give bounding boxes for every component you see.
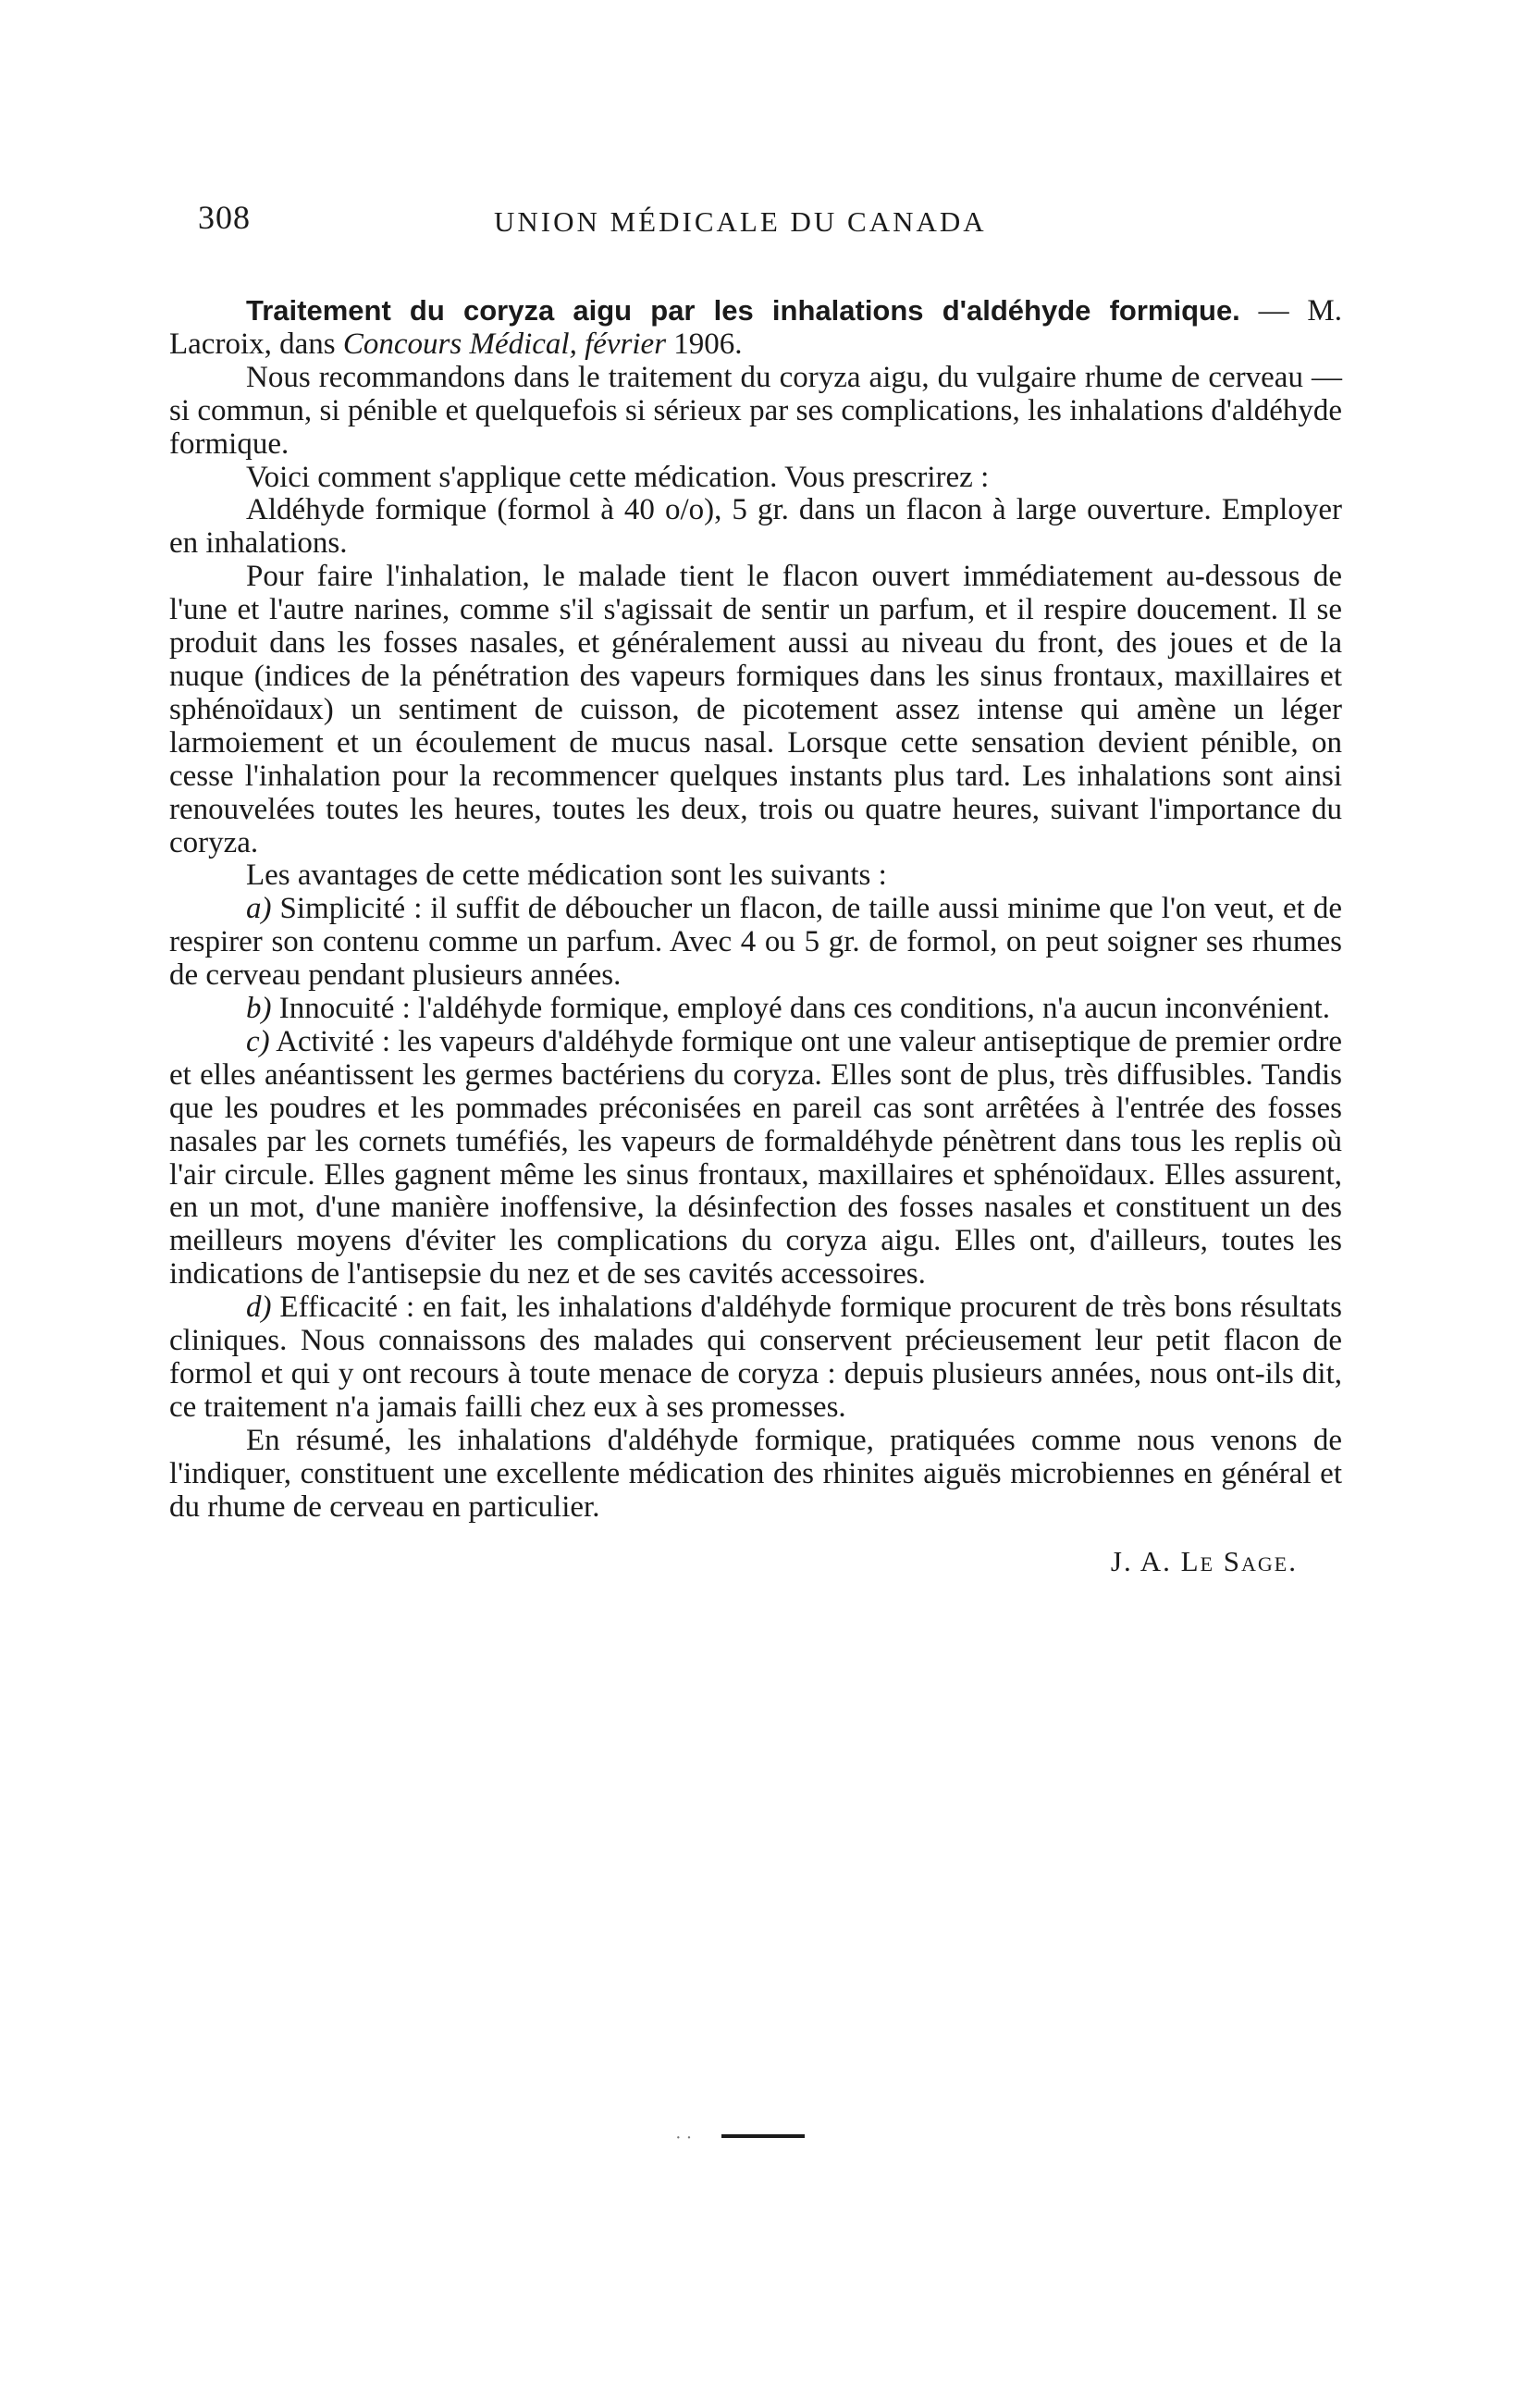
article-byline: — M. Lacroix, dans xyxy=(169,294,1343,361)
list-item xyxy=(169,1026,1342,1291)
article-title: Traitement du coryza aigu par les inhalations d'aldéhyde formique. xyxy=(246,294,1240,327)
item-letter: a) xyxy=(246,892,272,926)
author-signature: J. A. Le Sage. xyxy=(1110,1544,1298,1577)
item-letter: d) xyxy=(246,1291,272,1325)
page-number: 308 xyxy=(198,199,251,236)
paragraph: Voici comment s'applique cette médication. Vous prescrirez : xyxy=(246,460,990,494)
article-body xyxy=(169,294,1342,1577)
list-item xyxy=(169,893,1342,993)
list-item xyxy=(169,1291,1342,1425)
item-text: Innocuité : l'aldéhyde formique, employé dans ces conditions, n'a aucun inconvénient. xyxy=(271,992,1331,1026)
paragraph: Pour faire l'inhalation, le malade tient le flacon ouvert immédiatement au-dessous de l'une et l'autre narines, comme s'il s'agissait de sentir un parfum, et il respire doucement. Il se produit dans les fosses nasales, et généralement aussi au niveau du front, des joues et de la nuque (indices de la pénétration des vapeurs formiques dans les sinus frontaux, maxillaires et sphénoïdaux) un sentiment de cuisson, de picotement assez intense qui amène un léger larmoiement et un écoulement de mucus nasal. Lorsque cette sensation devient pénible, on cesse l'inhalation pour la recommencer quelques instants plus tard. Les inhalations sont ainsi renouvelées toutes les heures, toutes les deux, trois ou quatre heures, suivant l'importance du coryza. xyxy=(169,560,1342,859)
end-rule-divider xyxy=(721,2134,805,2138)
page-header xyxy=(198,198,1345,244)
paragraph: Les avantages de cette médication sont les suivants : xyxy=(246,859,887,893)
article-source: Concours Médical, février xyxy=(342,327,667,361)
paragraph: Aldéhyde formique (formol à 40 o/o), 5 gr. dans un flacon à large ouverture. Employer en inhalations. xyxy=(169,493,1342,561)
item-text: Simplicité : il suffit de déboucher un flacon, de taille aussi minime que l'on veut, et de respirer son contenu comme un parfum. Avec 4 ou 5 gr. de formol, on peut soigner ses rhumes de cerveau pendant plusieurs années. xyxy=(169,892,1342,993)
article-year: 1906. xyxy=(666,327,743,361)
conclusion-paragraph: En résumé, les inhalations d'aldéhyde formique, pratiquées comme nous venons de l'indiquer, constituent une excellente médication des rhinites aiguës microbiennes en général et du rhume de cerveau en particulier. xyxy=(169,1423,1342,1524)
running-title: UNION MÉDICALE DU CANADA xyxy=(494,205,987,238)
article-heading xyxy=(169,294,1342,362)
list-item xyxy=(169,993,1342,1026)
paragraph: Nous recommandons dans le traitement du coryza aigu, du vulgaire rhume de cerveau — si commun, si pénible et quelquefois si sérieux par ses complications, les inhalations d'aldéhyde formique. xyxy=(169,360,1342,461)
item-letter: c) xyxy=(246,1024,270,1058)
end-dots-divider: · · xyxy=(675,2128,693,2148)
item-text: Efficacité : en fait, les inhalations d'aldéhyde formique procurent de très bons résultats cliniques. Nous connaissons des malades qui conservent précieusement leur petit flacon de formol et qui y ont recours à toute menace de coryza : depuis plusieurs années, nous ont-ils dit, ce traitement n'a jamais failli chez eux à ses promesses. xyxy=(169,1291,1342,1424)
item-text: Activité : les vapeurs d'aldéhyde formique ont une valeur antiseptique de premier ordre et elles anéantissent les germes bactériens du coryza. Elles sont de plus, très diffusibles. Tandis que les poudres et les pommades préconisées en pareil cas sont arrêtées à l'entrée des fosses nasales par les cornets tuméfiés, les vapeurs de formaldéhyde pénètrent dans tous les replis où l'air circule. Elles gagnent même les sinus frontaux, maxillaires et sphénoïdaux. Elles assurent, en un mot, d'une manière inoffensive, la désinfection des fosses nasales et constituent un des meilleurs moyens d'éviter les complications du coryza aigu. Elles ont, d'ailleurs, toutes les indications de l'antisepsie du nez et de ses cavités accessoires. xyxy=(169,1024,1342,1291)
item-letter: b) xyxy=(246,992,272,1026)
